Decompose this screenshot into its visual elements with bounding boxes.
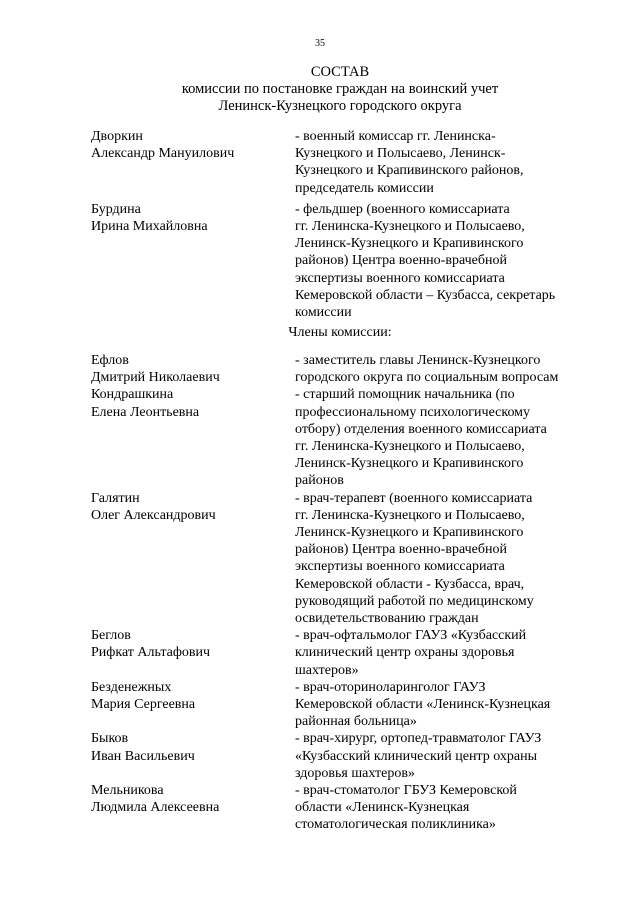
role-line: районов) Центра военно-врачебной bbox=[295, 253, 507, 269]
person-name bbox=[91, 386, 295, 489]
role-line: Кемеровской области - Кузбасса, врач, bbox=[295, 576, 525, 592]
role-line: председатель комиссии bbox=[295, 180, 434, 196]
members-list bbox=[91, 352, 611, 834]
person-given-name: Олег Александрович bbox=[91, 507, 216, 523]
role-line: - врач-терапевт (военного комиссариата bbox=[295, 490, 533, 506]
role-line: стоматологическая поликлиника» bbox=[295, 817, 496, 833]
person-name bbox=[91, 201, 295, 321]
role-line: Ленинск-Кузнецкого и Крапивинского bbox=[295, 525, 524, 541]
person-given-name: Мария Сергеевна bbox=[91, 697, 196, 713]
role-line: Ленинск-Кузнецкого и Крапивинского bbox=[295, 236, 524, 252]
list-item bbox=[91, 782, 611, 834]
person-role bbox=[295, 128, 595, 197]
role-line: экспертизы военного комиссариата bbox=[295, 559, 505, 575]
title-line-2: комиссии по постановке граждан на воинский учет bbox=[181, 81, 499, 97]
person-name bbox=[91, 730, 295, 782]
person-surname: Дворкин bbox=[91, 129, 143, 144]
person-role bbox=[295, 627, 595, 679]
role-line: экспертизы военного комиссариата bbox=[295, 270, 505, 286]
person-role bbox=[295, 679, 595, 731]
role-line: области «Ленинск-Кузнецкая bbox=[295, 800, 470, 816]
role-line: районов bbox=[295, 473, 344, 489]
role-line: освидетельствованию граждан bbox=[295, 611, 479, 627]
person-surname: Галятин bbox=[91, 490, 140, 506]
role-line: - врач-стоматолог ГБУЗ Кемеровской bbox=[295, 783, 517, 799]
person-surname: Бурдина bbox=[91, 201, 141, 217]
person-role bbox=[295, 730, 595, 782]
role-line: гг. Ленинска-Кузнецкого и Полысаево, bbox=[295, 219, 525, 235]
list-item bbox=[91, 201, 611, 321]
document-title bbox=[0, 64, 640, 115]
role-line: Кемеровской области – Кузбасса, секретарь bbox=[295, 287, 556, 303]
person-role bbox=[295, 352, 595, 386]
list-item bbox=[91, 490, 611, 628]
chairs-list bbox=[91, 128, 611, 321]
role-line: гг. Ленинска-Кузнецкого и Полысаево, bbox=[295, 507, 525, 523]
person-role bbox=[295, 386, 595, 489]
role-line: районов) Центра военно-врачебной bbox=[295, 542, 507, 558]
role-line: - врач-оториноларинголог ГАУЗ bbox=[295, 679, 486, 695]
person-name bbox=[91, 679, 295, 731]
list-item bbox=[91, 627, 611, 679]
person-surname: Безденежных bbox=[91, 679, 172, 695]
role-line: Ленинск-Кузнецкого и Крапивинского bbox=[295, 456, 524, 472]
person-name bbox=[91, 627, 295, 679]
role-line: районная больница» bbox=[295, 714, 417, 730]
person-surname: Беглов bbox=[91, 628, 131, 644]
person-role bbox=[295, 201, 595, 321]
role-line: руководящий работой по медицинскому bbox=[295, 593, 534, 609]
person-role bbox=[295, 782, 595, 834]
role-line: клинический центр охраны здоровья bbox=[295, 645, 515, 661]
person-role bbox=[295, 490, 595, 628]
person-given-name: Елена Леонтьевна bbox=[91, 404, 200, 420]
page-number: 35 bbox=[315, 38, 325, 49]
person-name bbox=[91, 352, 295, 386]
list-item bbox=[91, 679, 611, 731]
title-line-3: Ленинск-Кузнецкого городского округа bbox=[218, 98, 462, 114]
role-line: - заместитель главы Ленинск-Кузнецкого bbox=[295, 353, 541, 368]
person-given-name: Рифкат Альтафович bbox=[91, 645, 211, 661]
person-surname: Ефлов bbox=[91, 353, 129, 368]
list-item bbox=[91, 352, 611, 386]
person-given-name: Людмила Алексеевна bbox=[91, 800, 220, 816]
title-line-1: СОСТАВ bbox=[310, 64, 370, 80]
role-line: отбору) отделения военного комиссариата bbox=[295, 421, 547, 437]
person-given-name: Иван Васильевич bbox=[91, 748, 195, 764]
person-name bbox=[91, 490, 295, 628]
person-name bbox=[91, 128, 295, 197]
role-line: Кемеровской области «Ленинск-Кузнецкая bbox=[295, 697, 551, 713]
person-surname: Быков bbox=[91, 731, 129, 747]
role-line: Кузнецкого и Крапивинского районов, bbox=[295, 163, 524, 179]
role-line: гг. Ленинска-Кузнецкого и Полысаево, bbox=[295, 439, 525, 455]
members-heading: Члены комиссии: bbox=[288, 325, 392, 340]
role-line: шахтеров» bbox=[295, 662, 359, 678]
role-line: - военный комиссар гг. Ленинска- bbox=[295, 129, 496, 144]
role-line: «Кузбасский клинический центр охраны bbox=[295, 748, 537, 764]
role-line: здоровья шахтеров» bbox=[295, 765, 415, 781]
list-item bbox=[91, 128, 611, 197]
person-surname: Мельникова bbox=[91, 783, 164, 799]
person-surname: Кондрашкина bbox=[91, 387, 174, 403]
role-line: Кузнецкого и Полысаево, Ленинск- bbox=[295, 146, 506, 162]
role-line: - фельдшер (военного комиссариата bbox=[295, 201, 510, 217]
person-given-name: Ирина Михайловна bbox=[91, 219, 208, 235]
list-item bbox=[91, 386, 611, 489]
person-given-name: Александр Мануилович bbox=[91, 146, 235, 162]
person-given-name: Дмитрий Николаевич bbox=[91, 370, 220, 386]
role-line: - врач-хирург, ортопед-травматолог ГАУЗ bbox=[295, 731, 542, 747]
person-name bbox=[91, 782, 295, 834]
role-line: - врач-офтальмолог ГАУЗ «Кузбасский bbox=[295, 628, 527, 644]
list-item bbox=[91, 730, 611, 782]
role-line: городского округа по социальным вопросам bbox=[295, 370, 559, 386]
role-line: комиссии bbox=[295, 305, 352, 321]
role-line: профессиональному психологическому bbox=[295, 404, 531, 420]
role-line: - старший помощник начальника (по bbox=[295, 387, 515, 403]
